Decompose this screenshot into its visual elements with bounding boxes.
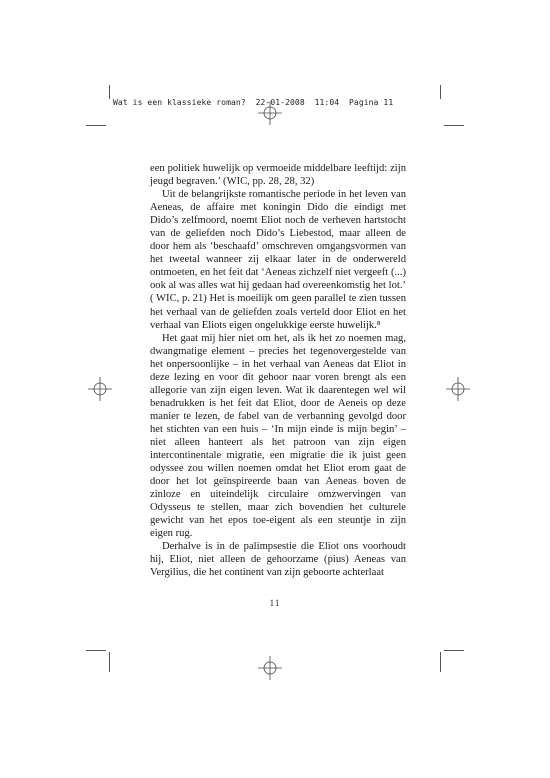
paragraph: een politiek huwelijk op vermoeide middelbare leeftijd: zijn jeugd begraven.’ (WIC, pp. 28, 28, 32) <box>150 163 406 188</box>
crop-mark-top-right-vertical <box>440 85 441 99</box>
paragraph: Uit de belangrijkste romantische periode in het leven van Aeneas, de affaire met koningin Dido die eindigt met Dido’s zelfmoord, noemt Eliot noch de verheven hartstocht van de geliefden noch Dido’s Liebestod, maar alleen de door hem als ‘beschaafd’ omschreven omgangsvormen van het tweetal wanneer zij elkaar later in de onderwereld ontmoeten, en het feit dat ‘Aeneas zichzelf niet vergeeft (...) ook al was alles wat hij gedaan had overeenkomstig het lot.’ ( WIC, p. 21) Het is moeilijk om geen parallel te zien tussen het verhaal van de geliefden zoals verteld door Eliot en het verhaal van Eliots eigen ongelukkige eerste huwelijk.⁸ <box>150 189 406 331</box>
crop-mark-bottom-right-vertical <box>440 652 441 672</box>
crop-mark-bottom-left-horizontal <box>86 650 106 651</box>
crop-mark-bottom-right-horizontal <box>444 650 464 651</box>
paragraph: Derhalve is in de palimpsestie die Eliot ons voorhoudt hij, Eliot, niet alleen de gehoorzame (pius) Aeneas van Vergilius, die het continent van zijn geboorte achterlaat <box>150 541 406 579</box>
body-text <box>150 162 406 580</box>
printer-slug-line: Wat is een klassieke roman? 22-01-2008 11:04 Pagina 11 <box>113 98 394 107</box>
registration-mark-left-icon <box>88 377 112 401</box>
registration-mark-right-icon <box>446 377 470 401</box>
registration-mark-bottom-icon <box>258 656 282 680</box>
crop-mark-top-right-horizontal <box>444 125 464 126</box>
page-number: 11 <box>269 598 281 608</box>
crop-mark-top-left-vertical <box>109 85 110 99</box>
crop-mark-top-left-horizontal <box>86 125 106 126</box>
crop-mark-bottom-left-vertical <box>109 652 110 672</box>
paragraph: Het gaat mij hier niet om het, als ik het zo noemen mag, dwangmatige element – precies het tegenovergestelde van het onpersoonlijke – in het verhaal van Aeneas dat Eliot in deze lezing en voor dit gehoor naar voren brengt als een allegorie van zijn eigen leven. Wat ik daarentegen wel wil benadrukken is het feit dat Eliot, door de Aeneis op deze manier te lezen, de fabel van de verbanning gevolgd door het stichten van een huis – ‘In mijn einde is mijn begin’ – niet alleen hanteert als het patroon van zijn eigen intercontinentale migratie, een migratie die ik juist geen odyssee zou willen noemen omdat het Eliot erom gaat de door het lot geïnspireerde baan van Aeneas boven de zinloze en uiteindelijk circulaire omzwervingen van Odysseus te stellen, maar zich bovendien het culturele gewicht van het epos toe-eigent als een steuntje in zijn eigen rug. <box>150 332 406 540</box>
registration-mark-top-icon <box>258 101 282 125</box>
